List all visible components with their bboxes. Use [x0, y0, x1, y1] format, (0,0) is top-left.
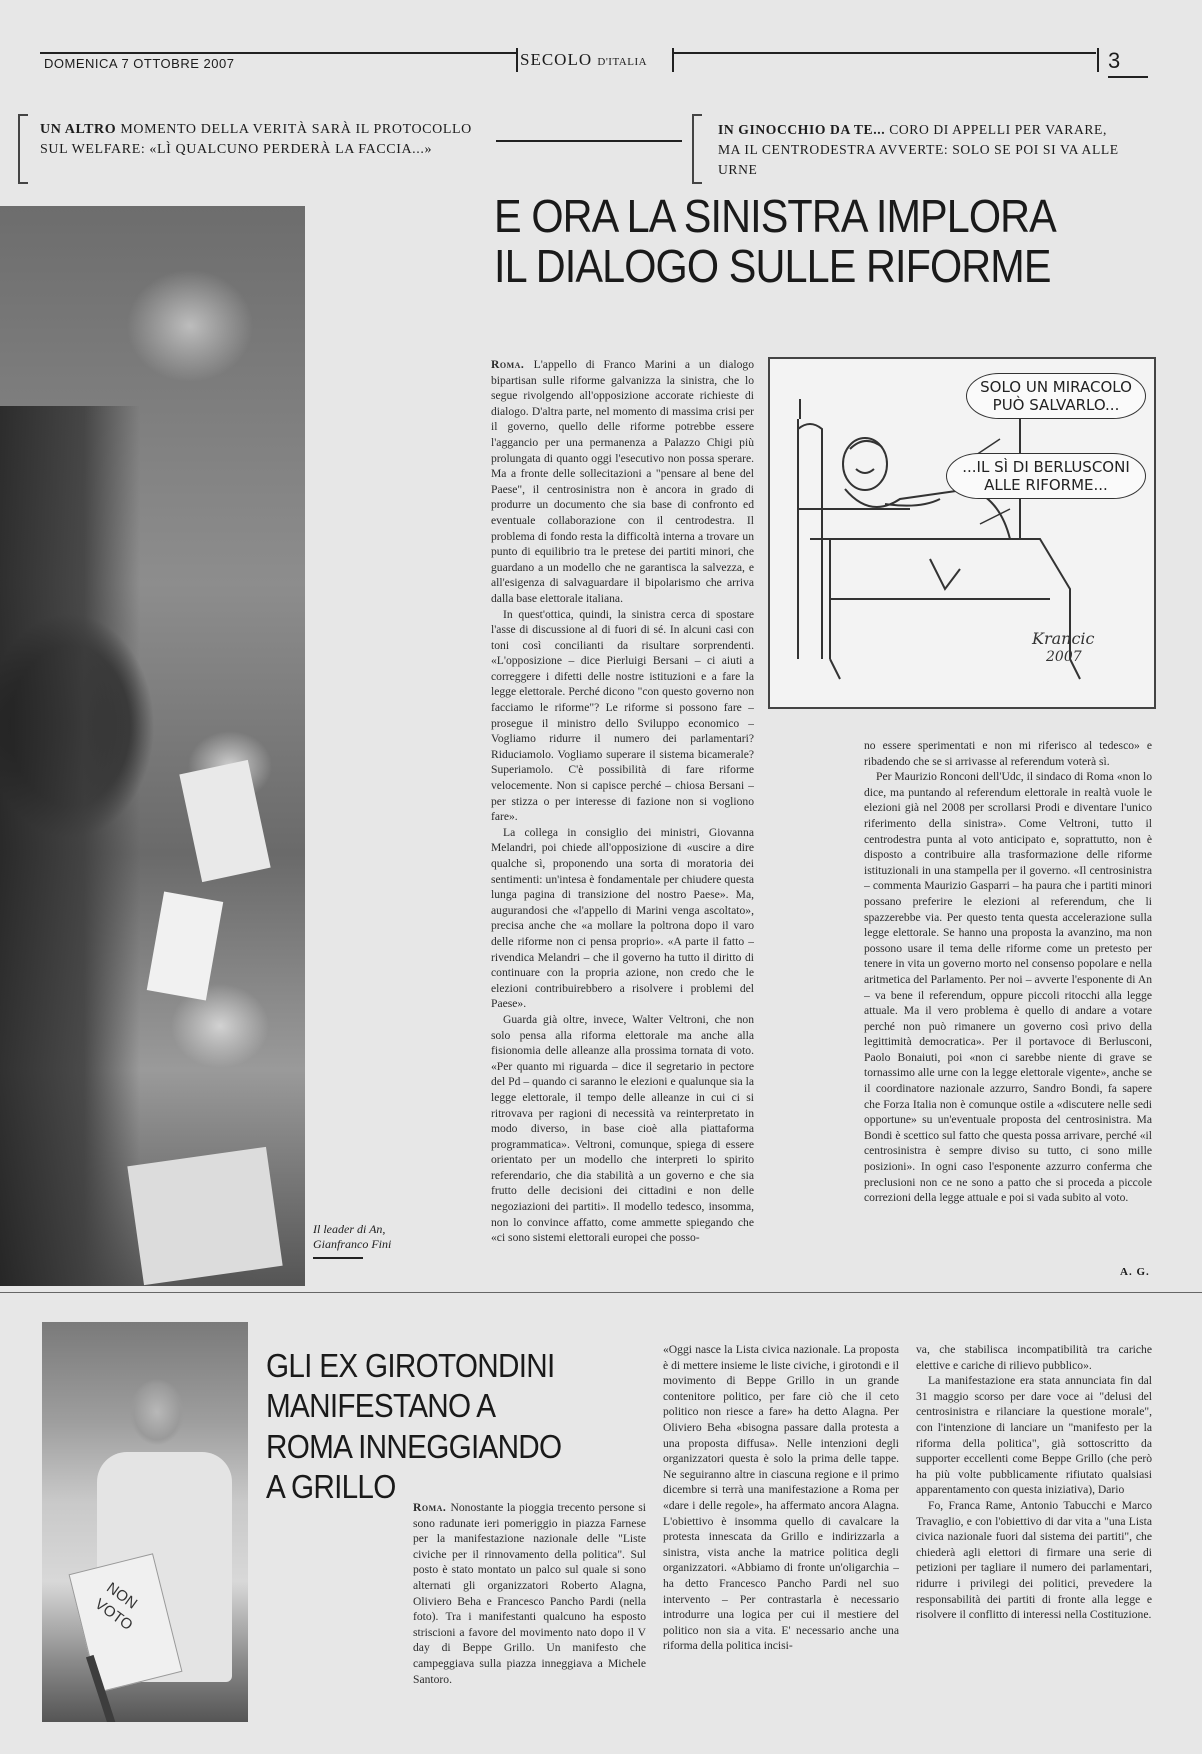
caption-line1: Il leader di An, [313, 1222, 386, 1236]
kicker-right-text: CORO DI APPELLI PER VARARE, [885, 122, 1107, 137]
masthead-paper-name [520, 50, 647, 70]
paragraph-text: La collega in consiglio dei ministri, Giovanna Melandri, poi chiede all'opposizione di «uscire a dire qualche sì, proponendo una sorta di moratoria dei sentimenti: un'intesa è fondamentale per chiudere questa lunga pagina di transizione del nostro Paese». Ma, augurandosi che «l'appello di Marini venga ascoltato», precisa anche che «a mollare la poltrona dopo il varo delle riforme non ci pensa proprio». «A parte il fatto – rivendica Melandri – che il governo ha tutto il diritto di continuare con la propria azione, non credo che le elezioni contribuirebbero a risolvere i problemi del Paese». [491, 825, 754, 1011]
paragraph-text: Guarda già oltre, invece, Walter Veltroni, che non solo pensa alla riforma elettorale ma anche alla fisionomia delle alleanze alla prossima tornata di voto. «Per quanto mi riguarda – dice il segretario in pectore del Pd – quando ci saranno le elezioni e qualunque sia la legge elettorale, il tempo delle alleanze in cui ci si ritrovava per ragioni di necessità va reinterpretato in modo diverso, in base cioè alla piattaforma programmatica». Veltroni, comunque, spiega di essere orientato per un modello che interpreti lo spirito referendario, che dia stabilità a un governo e che sia frutto delle decisioni dei cittadini e non delle negoziazioni dei partiti». Il modello tedesco, insomma, non lo convince affatto, come ammette spiegando che «ci sono sistemi elettorali europei che posso- [491, 1012, 754, 1245]
editorial-cartoon [768, 357, 1156, 709]
paragraph [491, 607, 754, 825]
masthead-divider [516, 48, 518, 72]
caption-line2: Gianfranco Fini [313, 1237, 392, 1251]
paragraph [916, 1498, 1152, 1623]
paragraph-text: Fo, Franca Rame, Antonio Tabucchi e Marco Travaglio, e con l'obiettivo di dar vita a "una Lista civica nazionale fuori dal sistema dei partiti", che chiederà agli elettori di firmare una serie di petizioni per tagliare il numero dei parlamentari, ridurre i privilegi dei politici, prevedere la responsabilità dei partiti di fronte alla legge e risolvere il conflitto di interessi nella Costituzione. [916, 1498, 1152, 1622]
headline-line1: E ORA LA SINISTRA IMPLORA [494, 190, 1056, 242]
headline-line2: IL DIALOGO SULLE RIFORME [494, 239, 1051, 292]
paragraph-text: no essere sperimentati e non mi riferisco al tedesco» e ribadendo che se si arrivasse al referendum voterà sì. [864, 739, 1152, 768]
dateline: Roma. [413, 1501, 451, 1514]
sign-text: NON VOTO [91, 1579, 141, 1635]
cartoon-bubble-1: SOLO UN MIRACOLO PUÒ SALVARLO... [966, 373, 1146, 419]
paragraph [491, 825, 754, 1012]
paper-name-small: D'ITALIA [597, 56, 648, 68]
paragraph-text: «Oggi nasce la Lista civica nazionale. La proposta è di mettere insieme le liste civiche, i girotondi e il movimento di Beppe Grillo in un grande contenitore politico, per fare ciò che il ceto politico non riesce a fare» ha detto Alagna. Per Oliviero Beha «bisogna passare dalla protesta a una proposta diffusa». Nelle intenzioni degli organizzatori questa è solo la prima delle tappe. Ne seguiranno altre in ciascuna regione e il primo dicembre si terrà una manifestazione a Roma per «dare i delle regole», ha affermato ancora Alagna. L'obiettivo è insomma quello di cavalcare la protesta innescata da Grillo e indirizzarla a sinistra, vista anche la matrice politica degli organizzatori. «Abbiamo di fronte un'oligarchia – ha detto Francesco Pancho Pardi nel suo intervento – Per contrastarla è necessario introdurre una logica per cui il mestiere del politico non sia a vita. E' necessario anche una riforma della politica incisi- [663, 1343, 899, 1653]
article1-headline [494, 192, 1070, 291]
article1-signature: A. G. [1120, 1266, 1150, 1278]
kicker-bracket [692, 114, 702, 184]
kicker-left-line2: SUL WELFARE: «LÌ QUALCUNO PERDERÀ LA FACCIA...» [40, 142, 433, 157]
kicker-left [40, 120, 520, 160]
paragraph [491, 1012, 754, 1246]
paragraph [916, 1373, 1152, 1498]
article2-column3 [916, 1342, 1152, 1724]
kicker-right-line2: MA IL CENTRODESTRA AVVERTE: SOLO SE POI SI VA ALLE URNE [718, 142, 1119, 177]
page-number: 3 [1108, 48, 1121, 73]
page-number-underline [1108, 76, 1148, 78]
article1-column2 [864, 738, 1152, 1268]
paragraph-text: La manifestazione era stata annunciata fin dal 31 maggio scorso per dare voce ai "delusi del centrosinistra e rilanciare la questione morale", con l'intenzione di lanciare un "manifesto per la riforma della politica", già sottoscritto da supporter eccellenti come Beppe Grillo (che però ha più volte pubblicamente rifiutato qualsiasi apparentamento con questa iniziativa), Dario [916, 1374, 1152, 1497]
masthead-rule-left [40, 52, 518, 54]
paragraph [916, 1342, 1152, 1373]
paper-name-big: SECOLO [520, 50, 593, 69]
cartoon-author: Krancic [1032, 629, 1095, 648]
paragraph [491, 357, 754, 607]
article2-column2 [663, 1342, 899, 1724]
masthead-divider [1097, 48, 1099, 72]
section-separator [0, 1292, 1202, 1293]
paragraph-text: va, che stabilisca incompatibilità tra cariche elettive e cariche di rilievo pubblico». [916, 1343, 1152, 1372]
kicker-right [718, 120, 1148, 180]
paragraph-text: Per Maurizio Ronconi dell'Udc, il sindaco di Roma «non lo dice, ma puntando al referendum elettorale in realtà vuole le elezioni già nel 2008 per scrollarsi Prodi e diventare l'unico riferimento della sinistra». Come Veltroni, tutto il centrodestra punta al voto anticipato e, soprattutto, non è disposto a contribuire alla trasformazione delle riforme istituzionali in una stampella per il governo. «Il centrosinistra – commenta Maurizio Gasparri – ha paura che i partiti minori possano preferire le elezioni al referendum, che li spazzerebbe via. Per questo tenta questa accelerazione sulla legge elettorale. Se hanno una proposta la avanzino, ma non possono usare il tema delle riforme come un pretesto per tenere in vita un governo morto nel consenso popolare e nella aritmetica del Parlamento. Per noi – avverte l'esponente di An – va bene il referendum, oppure piccoli ritocchi alla legge attuale. Ma il vero problema è quello di andare a votare perché non può rimanere un governo così privo della legittimità democratica». Per il portavoce di Berlusconi, Paolo Bonaiuti, poi «non ci sarebbe niente di grave se tornassimo alle urne con la legge elettorale vigente», anche se il coordinatore nazionale azzurro, Sandro Bondi, fa sapere che Forza Italia non è comunque ostile a «discutere nelle sedi opportune» su un'eventuale proposta del centrosinistra. Ma Bondi è scettico sul fatto che questa possa arrivare, perché «il centrosinistra è sempre diviso su tutto, ci sono mille posizioni». In ogni caso l'esponente azzurro conferma che preclusioni non ce ne sono a patto che si proceda a piccole correzioni della legge attuale e poi si vada subito al voto. [864, 770, 1152, 1205]
paragraph [663, 1342, 899, 1654]
kicker-right-bold: IN GINOCCHIO DA TE... [718, 122, 886, 137]
paragraph [864, 769, 1152, 1206]
girotondini-photo [42, 1322, 248, 1722]
paragraph-text: In quest'ottica, quindi, la sinistra cerca di spostare l'asse di discussione al di fuori di sé. In alcuni casi con toni così concilianti da risultare sorprendenti. «L'opposizione – dice Pierluigi Bersani – ci aiuti a correggere i difetti delle nostre istituzioni e a fare la legge elettorale. Perché dicono "con questo governo non facciamo le riforme"? Le riforme si possono fare – prosegue il ministro dello Sviluppo economico – Vogliamo ridurre il numero dei parlamentari? Riduciamolo. Vogliamo superare il sistema bicamerale? Superiamolo. C'è possibilità di fare riforme velocemente. Non si capisce perché – chiosa Bersani – per stizza o per interesse di fazione non si vogliono fare». [491, 607, 754, 824]
main-photo-caption [313, 1222, 391, 1252]
article1-column1 [491, 357, 754, 1287]
kicker-bracket [18, 114, 28, 184]
masthead-rule-right [674, 52, 1096, 54]
masthead-date: DOMENICA 7 OTTOBRE 2007 [44, 56, 235, 71]
paragraph [864, 738, 1152, 769]
kicker-rule [496, 140, 682, 142]
main-photo [0, 206, 305, 1286]
kicker-left-text: MOMENTO DELLA VERITÀ SARÀ IL PROTOCOLLO [116, 122, 472, 137]
paragraph-text: L'appello di Franco Marini a un dialogo bipartisan sulle riforme galvanizza la sinistra, che lo segue rivolgendo all'opposizione accorate richieste di dialogo. D'altra parte, nel momento di massima crisi per il governo, quello delle riforme potrebbe essere l'aggancio per una permanenza a Palazzo Chigi più prolungata di quanto oggi l'esecutivo non possa sperare. Ma a fronte delle sollecitazioni a "pensare al bene del Paese", il centrosinistra non è ancora in grado di produrre un documento che sia base di confronto ed eventuale collaborazione con il centrodestra. Il problema di fondo resta la difficoltà interna a trovare un punto di equilibrio tra le pretese dei partiti minori, che guardano a un modello che ne garantisca la salvezza, e all'esigenza di salvaguardare il bipolarismo che arriva dalla base elettorale italiana. [491, 358, 754, 605]
caption-rule [313, 1257, 363, 1259]
article2-headline: GLI EX GIROTONDINI MANIFESTANO A ROMA INNEGGIANDO A GRILLO [266, 1347, 562, 1505]
paragraph [413, 1500, 646, 1687]
cartoon-year: 2007 [1046, 649, 1082, 665]
dateline: Roma. [491, 358, 534, 371]
article2-column1 [413, 1500, 646, 1725]
paragraph-text: Nonostante la pioggia trecento persone si sono radunate ieri pomeriggio in piazza Farnese per la manifestazione nazionale delle "Liste civiche per il rinnovamento della politica". Sul posto è stato montato un palco sul quale si sono alternati gli organizzatori Roberto Alagna, Oliviero Beha e Francesco Pancho Pardi (nella foto). Tra i manifestanti qualcuno ha esposto striscioni a favore del movimento nato dopo il V day di Beppe Grillo. Un manifesto che campeggiava sulla piazza inneggiava a Michele Santoro. [413, 1501, 646, 1686]
cartoon-bubble-2: ...IL SÌ DI BERLUSCONI ALLE RIFORME... [946, 453, 1146, 499]
kicker-left-bold: UN ALTRO [40, 122, 117, 137]
